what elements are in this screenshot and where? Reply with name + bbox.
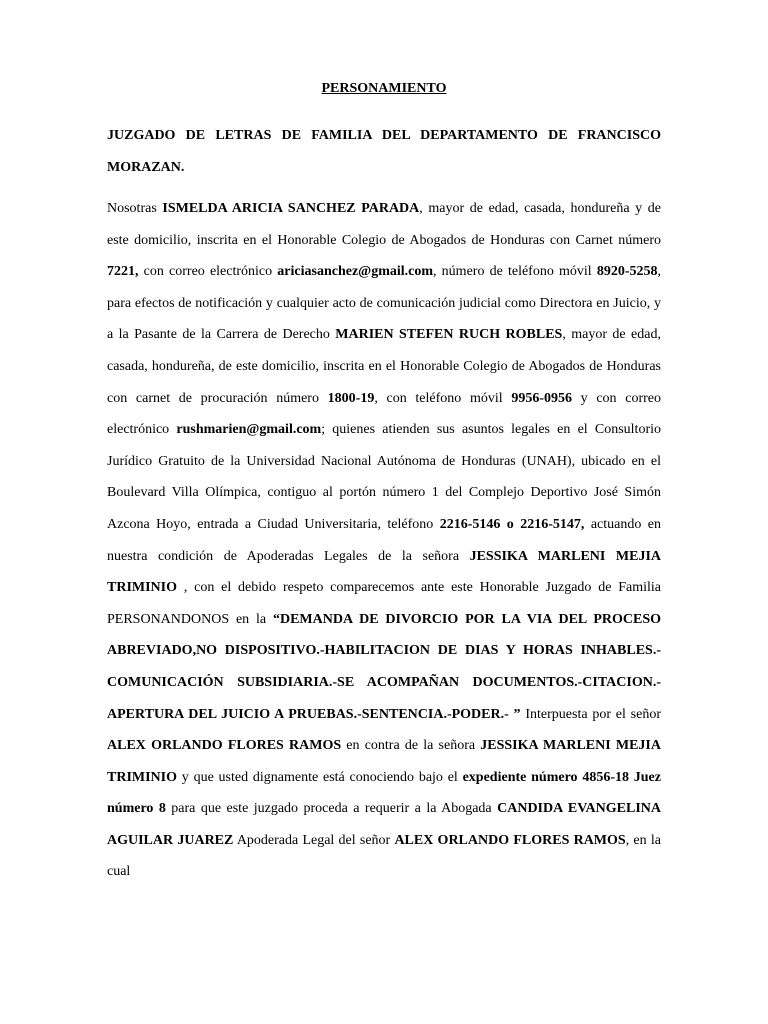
text-run: , mayor de edad, casada, hondureña, de este domicilio, inscrita en el Honorable Colegio de Abogados de Honduras con carnet de procuración número [107, 327, 661, 406]
text-run: y que usted dignamente está conociendo bajo el [177, 769, 463, 785]
demand-title: “DEMANDA DE DIVORCIO POR LA VIA DEL PROCESO ABREVIADO,NO DISPOSITIVO.-HABILITACION DE DIAS Y HORAS INHABLES.-COMUNICACIÓN SUBSIDIARIA.-SE ACOMPAÑAN DOCUMENTOS.-CITACION.-APERTURA DEL JUICIO A PRUEBAS.-SENTENCIA.-PODER.- ” [107, 611, 661, 722]
case-file-number: expediente número 4856-18 Juez número 8 [107, 769, 661, 817]
text-run: ; quienes atienden sus asuntos legales en el Consultorio Jurídico Gratuito de la Universidad Nacional Autónoma de Honduras (UNAH), ubicado en el Boulevard Villa Olímpica, contiguo al portón número 1 del Complejo Deportivo José Simón Azcona Hoyo, entrada a Ciudad Universitaria, teléfono [107, 422, 661, 532]
carnet-number: 7221, [107, 264, 139, 280]
email-ismelda: ariciasanchez@gmail.com [277, 264, 434, 280]
name-marien: MARIEN STEFEN RUCH ROBLES [335, 327, 563, 343]
consultorio-phones: 2216-5146 o 2216-5147, [439, 516, 585, 532]
text-run: , para efectos de notificación y cualquier acto de comunicación judicial como Directora en Juicio, y a la Pasante de la Carrera de Derecho [107, 264, 661, 343]
text-run: Interpuesta por el señor [520, 706, 661, 722]
text-run: , en la cual [107, 832, 661, 880]
text-run: actuando en nuestra condición de Apoderadas Legales de la señora [107, 516, 661, 564]
text-run: con correo electrónico [138, 264, 278, 280]
phone-marien: 9956-0956 [511, 390, 572, 406]
body-paragraph [107, 193, 661, 888]
text-run: para que este juzgado proceda a requerir a la Abogada [165, 801, 498, 817]
text-run: y con correo electrónico [107, 390, 661, 438]
name-ismelda: ISMELDA ARICIA SANCHEZ PARADA [162, 201, 420, 216]
text-run: en contra de la señora [341, 738, 481, 754]
text-run: Nosotras [107, 201, 163, 216]
name-jessika: JESSIKA MARLENI MEJIA TRIMINIO [107, 738, 661, 785]
court-heading: JUZGADO DE LETRAS DE FAMILIA DEL DEPARTAMENTO DE FRANCISCO MORAZAN. [107, 128, 661, 175]
procuracion-number: 1800-19 [327, 390, 375, 406]
name-alex: ALEX ORLANDO FLORES RAMOS [107, 738, 342, 754]
phone-ismelda: 8920-5258 [596, 264, 658, 280]
text-run: , mayor de edad, casada, hondureña y de este domicilio, inscrita en el Honorable Colegio de Abogados de Honduras con Carnet número [107, 201, 661, 248]
text-run: , número de teléfono móvil [433, 264, 597, 280]
name-alex: ALEX ORLANDO FLORES RAMOS [394, 832, 626, 848]
text-run: , con teléfono móvil [374, 390, 512, 406]
text-run: , con el debido respeto comparecemos ante este Honorable Juzgado de Familia PERSONANDONOS en la [107, 580, 661, 627]
name-candida: CANDIDA EVANGELINA AGUILAR JUAREZ [107, 801, 661, 848]
name-jessika: JESSIKA MARLENI MEJIA TRIMINIO [107, 548, 662, 596]
text-run: Apoderada Legal del señor [233, 832, 395, 848]
document-title: PERSONAMIENTO [321, 81, 447, 96]
email-marien: rushmarien@gmail.com [176, 422, 322, 438]
